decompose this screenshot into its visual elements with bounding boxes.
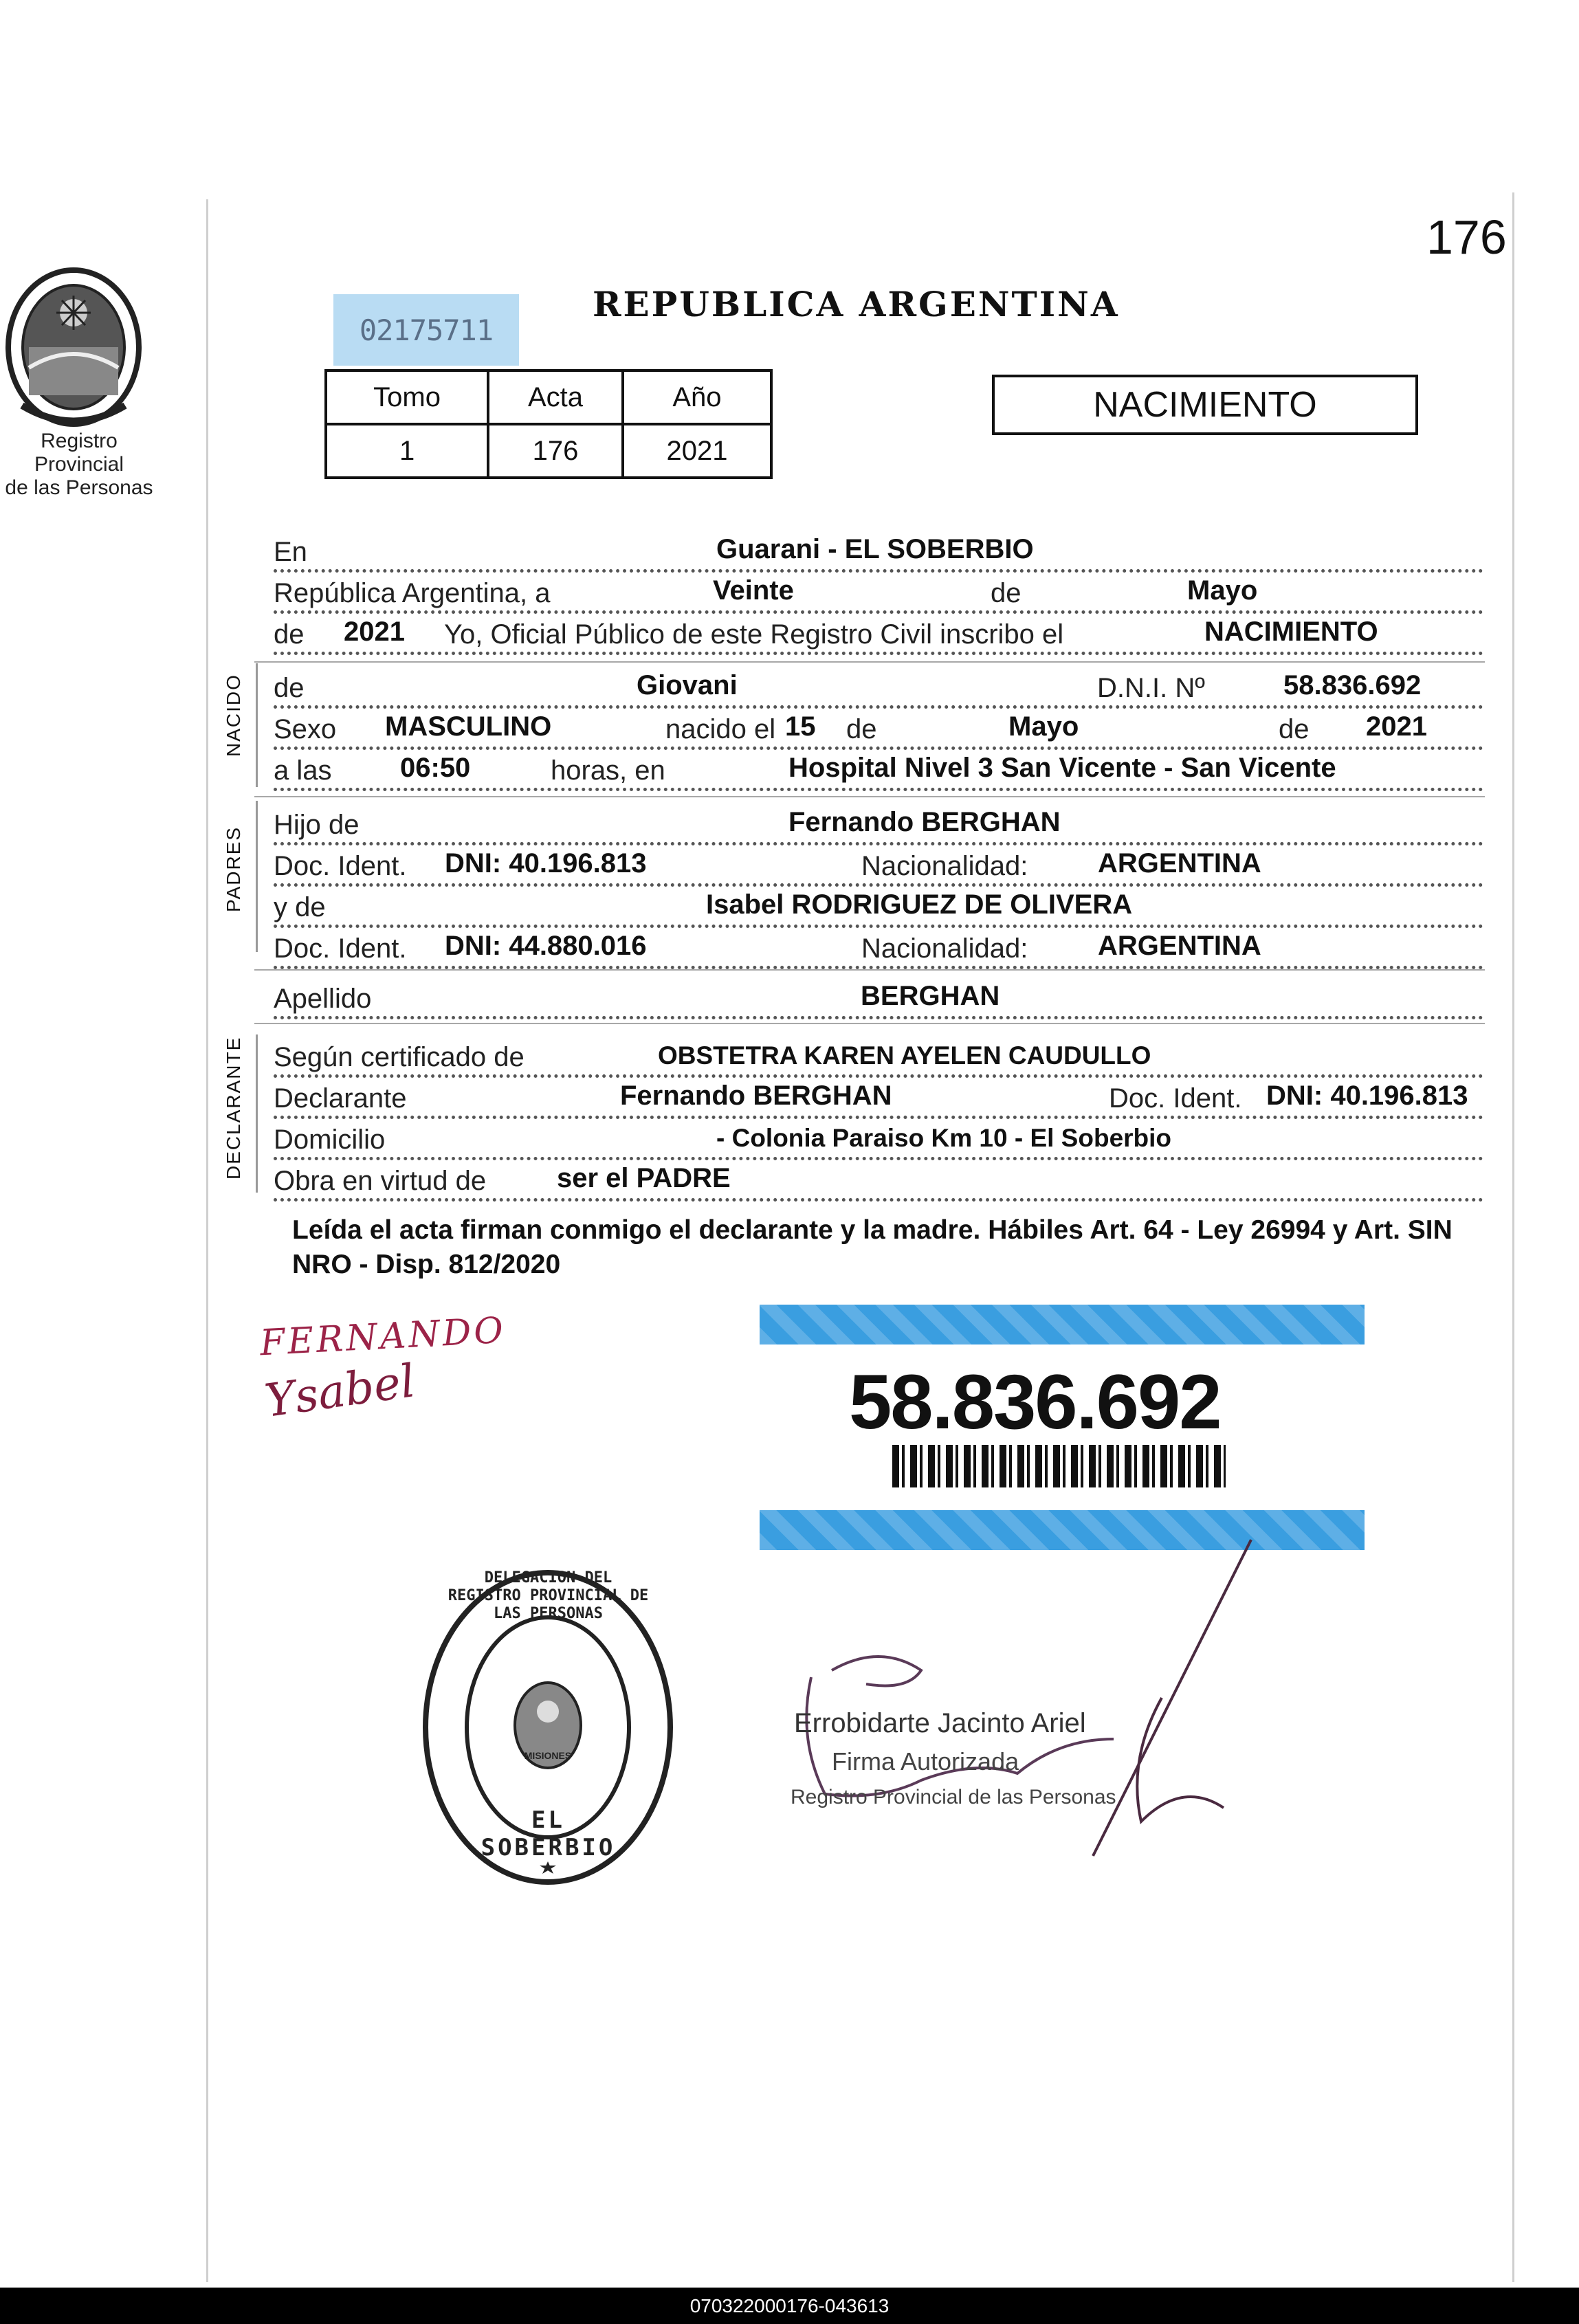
document-title: REPUBLICA ARGENTINA: [593, 284, 1120, 324]
left-margin-line: [206, 199, 208, 2282]
value-time: 06:50: [397, 753, 473, 784]
nacido-bracket: [256, 663, 258, 787]
label-official: Yo, Oficial Público de este Registro Civil inscribo el: [444, 619, 1068, 650]
page-number: 176: [1426, 210, 1507, 264]
label-declarante: Declarante: [274, 1083, 410, 1114]
label-de-year: de: [274, 619, 309, 650]
label-dni: D.N.I. Nº: [1097, 673, 1209, 704]
line-year: [274, 610, 1483, 655]
value-name: Giovani: [634, 670, 740, 701]
section-divider-2: [254, 796, 1485, 797]
value-tomo: 1: [326, 424, 488, 478]
value-month: Mayo: [1184, 575, 1260, 606]
value-year: 2021: [341, 617, 408, 648]
section-divider-1: [254, 661, 1485, 663]
value-acta: 176: [488, 424, 623, 478]
value-surname: BERGHAN: [858, 981, 1002, 1012]
label-nacido-el: nacido el: [665, 714, 780, 745]
seal-inner-text: EL SOBERBIO: [481, 1806, 616, 1861]
header-tomo: Tomo: [326, 370, 488, 424]
line-declarant: [274, 1074, 1483, 1119]
seal-ring-text: DELEGACION DEL REGISTRO PROVINCIAL DE LAS PERSONAS: [448, 1569, 649, 1622]
label-father-nationality: Nacionalidad:: [861, 851, 1032, 882]
line-name: [274, 664, 1483, 709]
line-place: [274, 528, 1483, 573]
label-de-name: de: [274, 673, 309, 704]
label-hijo-de: Hijo de: [274, 810, 364, 841]
declarante-bracket: [256, 1034, 258, 1193]
value-birth-day: 15: [782, 711, 819, 742]
label-de-birth-year: de: [1279, 714, 1314, 745]
label-declarant-doc: Doc. Ident.: [1109, 1083, 1246, 1114]
value-capacity: ser el PADRE: [554, 1163, 733, 1194]
label-horas: horas, en: [551, 755, 670, 786]
side-label-declarante: DECLARANTE: [223, 1036, 244, 1180]
label-father-doc: Doc. Ident.: [274, 851, 410, 882]
value-address: - Colonia Paraiso Km 10 - El Soberbio: [714, 1124, 1174, 1153]
line-address: [274, 1116, 1483, 1160]
value-declarant-doc: DNI: 40.196.813: [1263, 1081, 1471, 1111]
label-mother-doc: Doc. Ident.: [274, 933, 410, 964]
value-mother-nationality: ARGENTINA: [1095, 931, 1264, 962]
side-label-padres: PADRES: [223, 826, 244, 912]
value-ano: 2021: [623, 424, 771, 478]
value-father-nationality: ARGENTINA: [1095, 848, 1264, 879]
label-y-de: y de: [274, 892, 330, 923]
padres-bracket: [256, 801, 258, 952]
value-birth-year: 2021: [1363, 711, 1430, 742]
label-mother-nationality: Nacionalidad:: [861, 933, 1032, 964]
label-domicilio: Domicilio: [274, 1125, 389, 1155]
record-type-box: NACIMIENTO: [992, 375, 1418, 435]
barcode-icon: [892, 1445, 1226, 1487]
logo-caption-1: Registro Provincial: [34, 430, 124, 476]
value-record-type: NACIMIENTO: [1202, 617, 1381, 648]
logo-caption-2: de las Personas: [5, 476, 153, 499]
line-father: [274, 801, 1483, 845]
signature-scrawl-icon: [770, 1533, 1292, 1863]
handwritten-fernando: FERNANDO: [258, 1309, 507, 1364]
value-declarant: Fernando BERGHAN: [617, 1081, 895, 1111]
signer-role: Firma Autorizada: [832, 1747, 1019, 1775]
section-divider-4: [254, 1023, 1485, 1024]
value-day: Veinte: [710, 575, 797, 606]
handwritten-ysabel: Ysabel: [261, 1354, 419, 1428]
registry-table-header: [326, 370, 771, 424]
line-sex: [274, 705, 1483, 750]
sticker-dni-number: 58.836.692: [849, 1359, 1221, 1445]
label-sexo: Sexo: [274, 714, 340, 745]
label-en: En: [274, 537, 311, 568]
value-sex: MASCULINO: [382, 711, 554, 742]
value-father: Fernando BERGHAN: [786, 807, 1063, 838]
line-surname: [274, 975, 1483, 1019]
line-certificate: [274, 1033, 1483, 1078]
province-logo: [0, 265, 158, 500]
line-date: [274, 569, 1483, 614]
misiones-emblem-icon: [1, 265, 146, 430]
label-segun-certificado: Según certificado de: [274, 1042, 529, 1073]
line-mother: [274, 883, 1483, 928]
label-apellido: Apellido: [274, 984, 375, 1015]
seal-center-text: MISIONES: [524, 1750, 572, 1761]
footer-code: 070322000176-043613: [0, 2288, 1579, 2324]
value-mother: Isabel RODRIGUEZ DE OLIVERA: [703, 889, 1135, 920]
registry-table-values: [326, 424, 771, 478]
official-seal: [419, 1566, 677, 1889]
label-de-birth-month: de: [846, 714, 881, 745]
value-place: Guarani - EL SOBERBIO: [714, 534, 1037, 565]
value-certificate: OBSTETRA KAREN AYELEN CAUDULLO: [655, 1041, 1153, 1070]
header-acta: Acta: [488, 370, 623, 424]
legal-text: Leída el acta firman conmigo el declarante y la madre. Hábiles Art. 64 - Ley 26994 y Art. SIN NRO - Disp. 812/2020: [292, 1215, 1453, 1279]
right-margin-line: [1512, 192, 1514, 2282]
line-capacity: [274, 1157, 1483, 1202]
signer-office: Registro Provincial de las Personas: [791, 1786, 1116, 1808]
line-mother-doc: [274, 925, 1483, 969]
sticker-top-strip: [760, 1305, 1365, 1344]
value-father-doc: DNI: 40.196.813: [442, 848, 650, 879]
signer-name: Errobidarte Jacinto Ariel: [794, 1708, 1086, 1738]
value-mother-doc: DNI: 44.880.016: [442, 931, 650, 962]
header-ano: Año: [623, 370, 771, 424]
label-obra-en-virtud: Obra en virtud de: [274, 1166, 490, 1197]
label-republica: República Argentina, a: [274, 578, 555, 609]
value-birth-month: Mayo: [1006, 711, 1081, 742]
side-label-nacido: NACIDO: [223, 674, 244, 757]
registry-table: [324, 369, 773, 479]
line-time: [274, 746, 1483, 791]
value-dni: 58.836.692: [1281, 670, 1424, 701]
label-a-las: a las: [274, 755, 336, 786]
line-father-doc: [274, 842, 1483, 887]
serial-number: 02175711: [333, 294, 519, 366]
value-birth-place: Hospital Nivel 3 San Vicente - San Vicente: [786, 753, 1339, 784]
section-divider-3: [254, 969, 1485, 971]
label-de-month: de: [991, 578, 1026, 609]
